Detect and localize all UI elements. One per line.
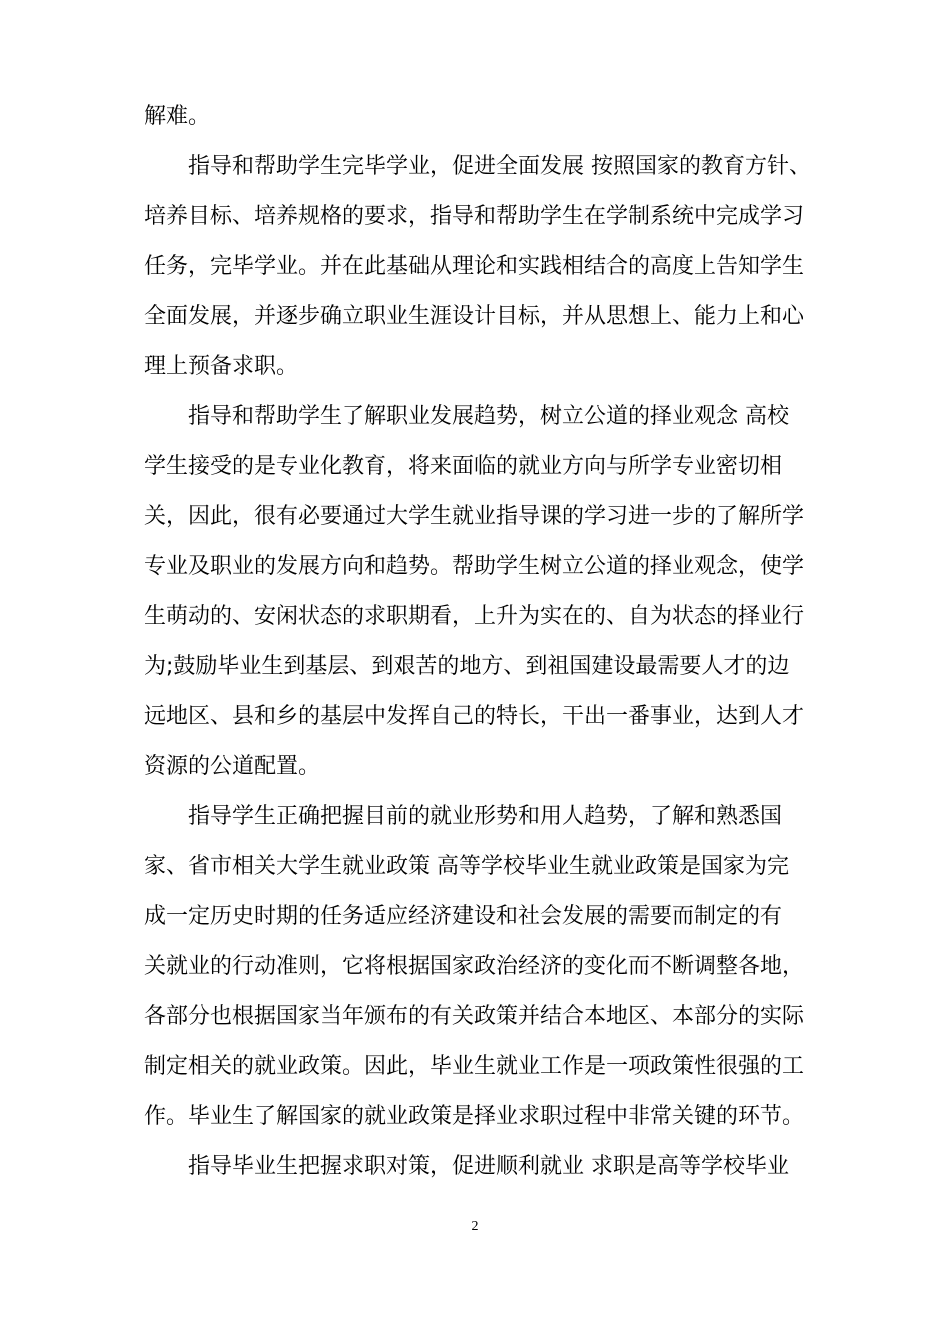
paragraph-first-line: 指导学生正确把握目前的就业形势和用人趋势，了解和熟悉国: [188, 804, 783, 829]
text-line: 为;鼓励毕业生到基层、到艰苦的地方、到祖国建设最需要人才的边: [144, 654, 790, 679]
text-line: 各部分也根据国家当年颁布的有关政策并结合本地区、本部分的实际: [144, 1004, 805, 1029]
text-line: 学生接受的是专业化教育，将来面临的就业方向与所学专业密切相: [144, 454, 783, 479]
paragraph-first-line: 指导和帮助学生完毕学业，促进全面发展 按照国家的教育方针、: [188, 154, 811, 179]
text-line: 关就业的行动准则，它将根据国家政治经济的变化而不断调整各地，: [144, 954, 805, 979]
text-line: 全面发展，并逐步确立职业生涯设计目标，并从思想上、能力上和心: [144, 304, 805, 329]
text-line: 远地区、县和乡的基层中发挥自己的特长，干出一番事业，达到人才: [144, 704, 805, 729]
paragraph-first-line: 指导毕业生把握求职对策，促进顺利就业 求职是高等学校毕业: [188, 1154, 789, 1179]
text-line: 成一定历史时期的任务适应经济建设和社会发展的需要而制定的有: [144, 904, 783, 929]
text-line: 理上预备求职。: [144, 354, 299, 379]
text-line: 生萌动的、安闲状态的求职期看，上升为实在的、自为状态的择业行: [144, 604, 805, 629]
text-line: 培养目标、培养规格的要求，指导和帮助学生在学制系统中完成学习: [144, 204, 805, 229]
text-line: 专业及职业的发展方向和趋势。帮助学生树立公道的择业观念，使学: [144, 554, 805, 579]
paragraph-first-line: 指导和帮助学生了解职业发展趋势，树立公道的择业观念 高校: [188, 404, 789, 429]
text-line: 制定相关的就业政策。因此，毕业生就业工作是一项政策性很强的工: [144, 1054, 805, 1079]
text-line: 资源的公道配置。: [144, 754, 321, 779]
text-line: 家、省市相关大学生就业政策 高等学校毕业生就业政策是国家为完: [144, 854, 789, 879]
page-number: 2: [471, 1219, 479, 1234]
text-line: 任务，完毕学业。并在此基础从理论和实践相结合的高度上告知学生: [144, 254, 805, 279]
text-line: 作。毕业生了解国家的就业政策是择业求职过程中非常关键的环节。: [144, 1104, 805, 1129]
text-line: 解难。: [144, 104, 211, 129]
text-line: 关，因此，很有必要通过大学生就业指导课的学习进一步的了解所学: [144, 504, 805, 529]
